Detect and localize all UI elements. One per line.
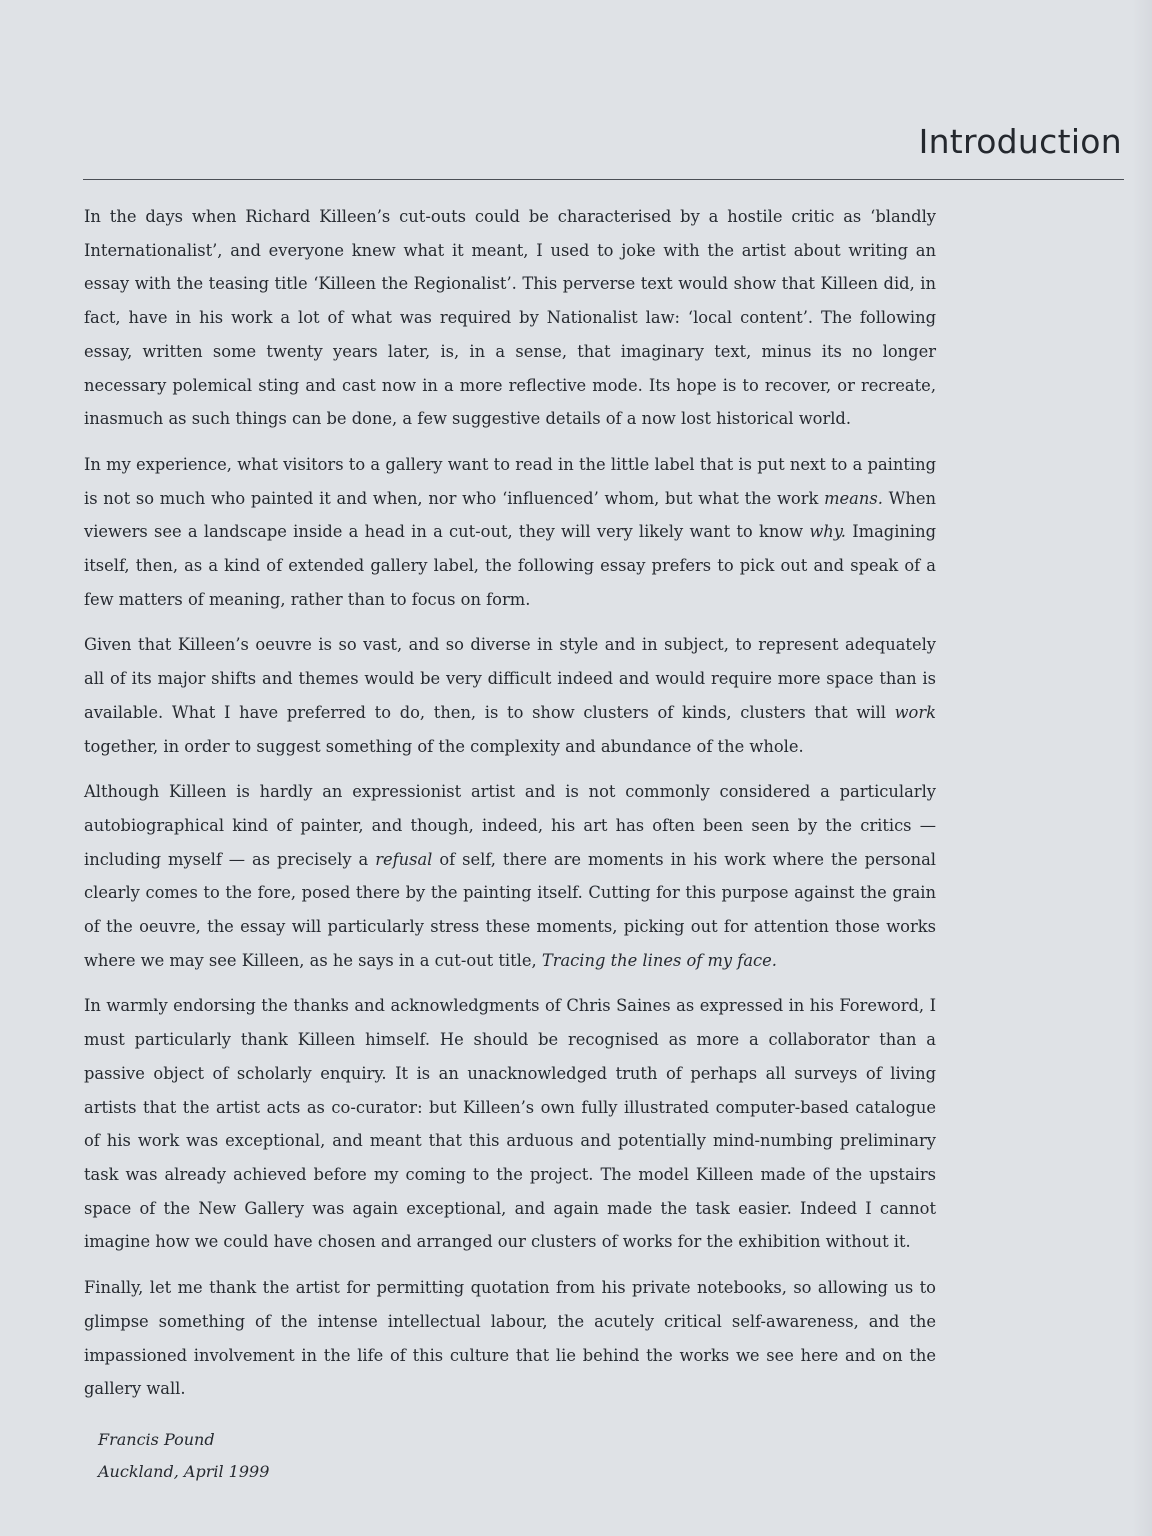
header-rule [83, 179, 1124, 180]
text-run: Finally, let me thank the artist for permitting quotation from his private notebooks, so allowing us to glimpse something of the intense intellectual labour, the acutely critical self-awareness, and the impassioned involvement in the life of this culture that lie behind the works we see here and on the gallery wall. [84, 1278, 936, 1399]
place-date: Auckland, April 1999 [98, 1461, 270, 1481]
paragraph-2 [84, 448, 936, 617]
text-run: Given that Killeen’s oeuvre is so vast, and so diverse in style and in subject, to represent adequately all of its major shifts and themes would be very difficult indeed and would require more space than is available. What I have preferred to do, then, is to show clusters of kinds, clusters that will [84, 635, 936, 722]
italic-run: means. [824, 488, 883, 508]
page-edge-shadow [1132, 0, 1152, 1536]
italic-run: why. [809, 522, 846, 542]
text-run: In my experience, what visitors to a gallery want to read in the little label that is put next to a painting is not so much who painted it and when, nor who ‘influenced’ whom, but what the work [84, 454, 936, 508]
paragraph-6 [84, 1271, 936, 1406]
paragraph-1 [84, 200, 936, 436]
text-run: of self, there are moments in his work where the personal clearly comes to the fore, posed there by the painting itself. Cutting for this purpose against the grain of the oeuvre, the essay will particularly stress these moments, picking out for attention those works where we may see Killeen, as he says in a cut-out title, [84, 849, 936, 970]
essay-body [84, 200, 936, 1488]
text-run: Although Killeen is hardly an expressionist artist and is not commonly considered a particularly autobiographical kind of painter, and though, indeed, his art has often been seen by the critics — including myself — as precisely a [84, 782, 936, 869]
signature-block [84, 1424, 936, 1488]
paragraph-3 [84, 628, 936, 763]
paragraph-4 [84, 775, 936, 977]
text-run: In the days when Richard Killeen’s cut-outs could be characterised by a hostile critic as ‘blandly Internationalist’, and everyone knew what it meant, I used to joke with the artist about writing an essay with the teasing title ‘Killeen the Regionalist’. This perverse text would show that Killeen did, in fact, have in his work a lot of what was required by Nationalist law: ‘local content’. The following essay, written some twenty years later, is, in a sense, that imaginary text, minus its no longer necessary polemical sting and cast now in a more reflective mode. Its hope is to recover, or recreate, inasmuch as such things can be done, a few suggestive details of a now lost historical world. [84, 207, 936, 429]
text-run: In warmly endorsing the thanks and acknowledgments of Chris Saines as expressed in his Foreword, I must particularly thank Killeen himself. He should be recognised as more a collaborator than a passive object of scholarly enquiry. It is an unacknowledged truth of perhaps all surveys of living artists that the artist acts as co-curator: but Killeen’s own fully illustrated computer-based catalogue of his work was exceptional, and meant that this arduous and potentially mind-numbing preliminary task was already achieved before my coming to the project. The model Killeen made of the upstairs space of the New Gallery was again exceptional, and again made the task easier. Indeed I cannot imagine how we could have chosen and arranged our clusters of works for the exhibition without it. [84, 996, 936, 1252]
author-name: Francis Pound [98, 1429, 215, 1449]
italic-run: work [894, 702, 936, 722]
italic-run: refusal [375, 849, 433, 869]
text-run: When viewers see a landscape inside a head in a cut-out, they will very likely want to know [84, 488, 936, 542]
text-run: together, in order to suggest something of the complexity and abundance of the whole. [84, 736, 804, 756]
text-run: Imagining itself, then, as a kind of extended gallery label, the following essay prefers to pick out and speak of a few matters of meaning, rather than to focus on form. [84, 522, 937, 609]
page-title: Introduction [918, 122, 1122, 161]
paragraph-5 [84, 989, 936, 1259]
italic-run: Tracing the lines of my face. [541, 950, 777, 970]
